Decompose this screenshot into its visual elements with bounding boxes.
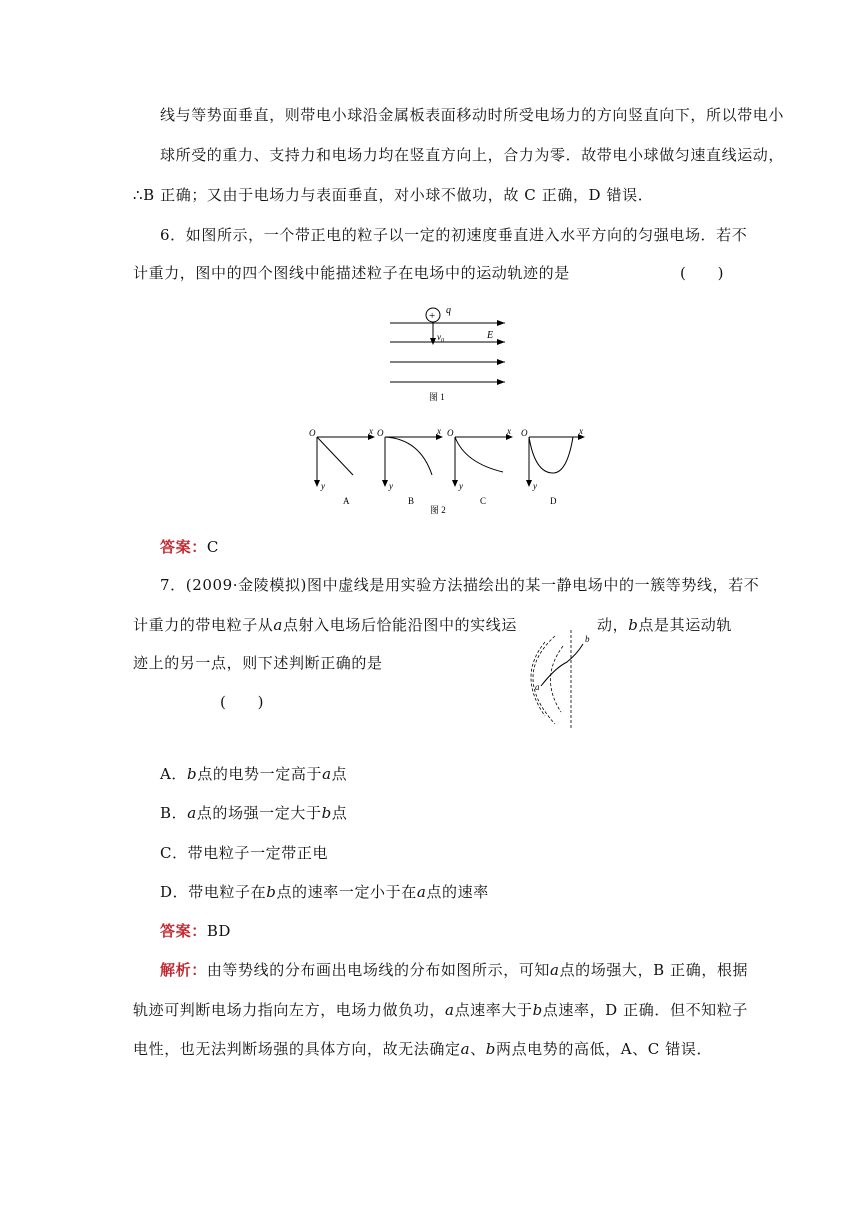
option-c: C．带电粒子一定带正电 xyxy=(160,844,329,862)
option-a: A．b点的电势一定高于a点 xyxy=(160,765,348,783)
analysis-line1: 解析：由等势线的分布画出电场线的分布如图所示，可知a点的场强大，B 正确，根据 xyxy=(160,961,749,979)
equipotential-line xyxy=(533,636,555,724)
svg-text:O: O xyxy=(521,428,528,438)
svg-text:x: x xyxy=(579,426,583,436)
E-label: E xyxy=(487,330,494,341)
option-label: C xyxy=(480,496,487,506)
plus-sign: + xyxy=(429,310,436,322)
equipotential-line xyxy=(550,646,563,712)
equipotential-figure xyxy=(515,628,595,730)
answer-blank: ( ) xyxy=(220,693,265,711)
trajectory-b xyxy=(385,437,432,475)
point-b-label: b xyxy=(585,634,590,644)
trajectory-c xyxy=(455,437,503,472)
option-b: B．a点的场强一定大于b点 xyxy=(160,804,348,822)
equipotential-line xyxy=(531,642,545,716)
figure-1 xyxy=(380,298,520,408)
point-a-label: a xyxy=(535,682,540,692)
text-line: 线与等势面垂直，则带电小球沿金属板表面移动时所受电场力的方向竖直向下，所以带电小 xyxy=(160,106,785,124)
answer-7: 答案：BD xyxy=(160,922,232,940)
svg-text:y: y xyxy=(389,481,393,491)
analysis-line3: 电性，也无法判断场强的具体方向，故无法确定a、b两点电势的高低，A、C 错误． xyxy=(133,1040,713,1058)
option-d: D．带电粒子在b点的速率一定小于在a点的速率 xyxy=(160,883,489,901)
option-label: A xyxy=(343,496,350,506)
question-7-line1: 7．(2009·金陵模拟)图中虚线是用实验方法描绘出的某一静电场中的一簇等势线，若不 xyxy=(160,576,760,594)
figure-1-caption: 图 1 xyxy=(429,392,445,402)
svg-text:O: O xyxy=(447,428,454,438)
option-label: B xyxy=(408,496,415,506)
question-7-line3: 迹上的另一点，则下述判断正确的是 xyxy=(133,654,383,672)
question-6-line2: 计重力，图中的四个图线中能描述粒子在电场中的运动轨迹的是 xyxy=(133,264,570,282)
question-6-line1: 6．如图所示，一个带正电的粒子以一定的初速度垂直进入水平方向的匀强电场．若不 xyxy=(160,226,748,244)
option-label: D xyxy=(550,496,557,506)
answer-blank: ( ) xyxy=(680,264,725,282)
svg-text:x: x xyxy=(369,426,373,436)
question-7-line2b: 动，b点是其运动轨 xyxy=(597,616,733,634)
text-line: ∴B 正确；又由于电场力与表面垂直，对小球不做功，故 C 正确，D 错误． xyxy=(133,186,654,204)
v0-label: $v_0$ xyxy=(437,332,444,344)
svg-text:x: x xyxy=(437,426,441,436)
q-label: q xyxy=(446,305,451,316)
svg-text:O: O xyxy=(377,428,384,438)
answer-6: 答案：C xyxy=(160,538,219,556)
figure-2-caption: 图 2 xyxy=(430,505,446,515)
text-line: 球所受的重力、支持力和电场力均在竖直方向上，合力为零．故带电小球做匀速直线运动， xyxy=(160,146,785,164)
trajectory-d xyxy=(529,437,573,473)
figure-2 xyxy=(305,425,590,517)
svg-text:y: y xyxy=(321,481,325,491)
question-7-line2a: 计重力的带电粒子从a点射入电场后恰能沿图中的实线运 xyxy=(133,616,517,634)
svg-text:y: y xyxy=(459,481,463,491)
svg-text:O: O xyxy=(309,428,316,438)
analysis-line2: 轨迹可判断电场力指向左方，电场力做负功，a点速率大于b点速率，D 正确．但不知粒子 xyxy=(133,1001,748,1019)
svg-text:x: x xyxy=(507,426,511,436)
svg-text:y: y xyxy=(533,481,537,491)
trajectory-a xyxy=(317,437,353,475)
trajectory xyxy=(541,644,583,686)
